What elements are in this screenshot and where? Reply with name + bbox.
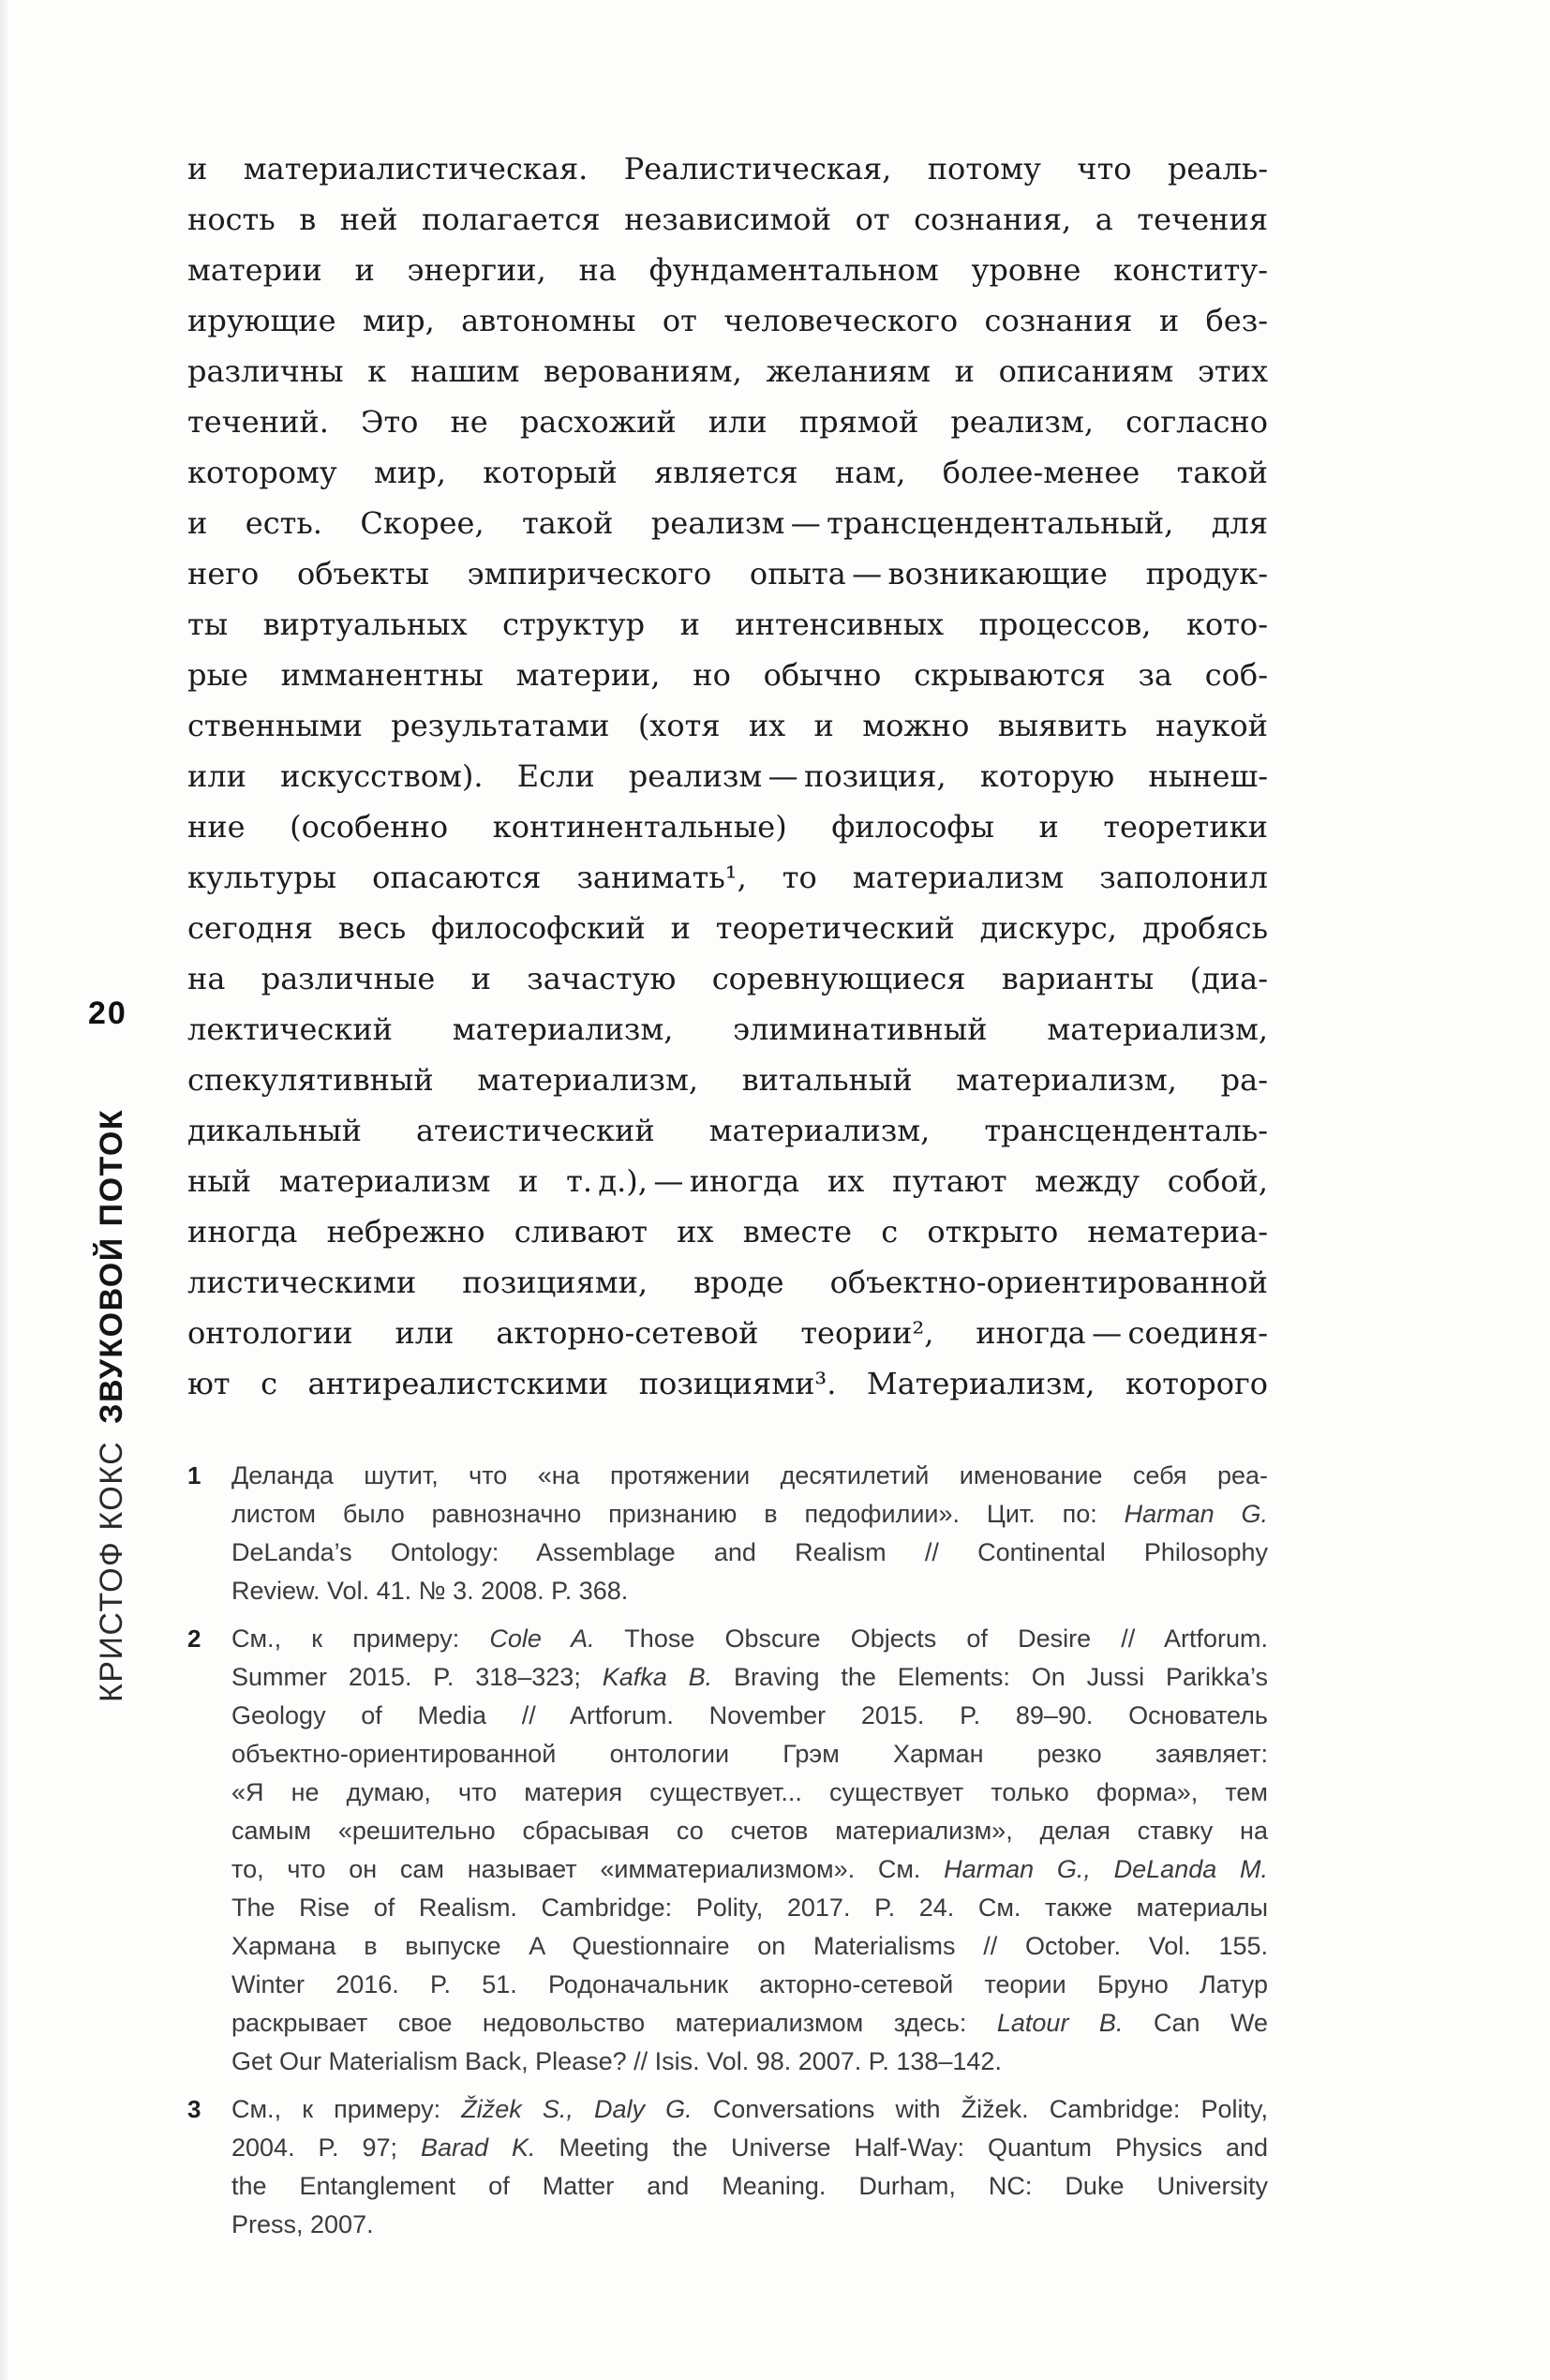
footnote — [187, 1457, 1268, 1610]
footnote-line: Деланда шутит, что «на протяжении десятилетий именование себя реа- — [231, 1461, 1268, 1489]
text-line: иногда небрежно сливают их вместе с открыто нематериа- — [187, 1214, 1268, 1250]
text-line: дикальный атеистический материализм, трансценденталь- — [187, 1113, 1268, 1148]
footnote-body — [231, 1457, 1268, 1610]
text-line: различны к нашим верованиям, желаниям и описаниям этих — [187, 353, 1268, 389]
text-line: на различные и зачастую соревнующиеся варианты (диа- — [187, 961, 1268, 996]
text-line: и материалистическая. Реалистическая, потому что реаль- — [187, 151, 1268, 187]
footnote-line: объектно-ориентированной онтологии Грэм Харман резко заявляет: — [231, 1740, 1268, 1768]
text-line: листическими позициями, вроде объектно-ориентированной — [187, 1265, 1268, 1300]
footnote-line: 2004. P. 97; Barad K. Meeting the Universe Half-Way: Quantum Physics and — [231, 2133, 1269, 2162]
footnote-line: «Я не думаю, что материя существует... существует только форма», тем — [231, 1778, 1268, 1806]
footnote-body — [231, 2090, 1268, 2244]
footnote — [187, 1620, 1268, 2081]
footnote-line: DeLanda’s Ontology: Assemblage and Realism // Continental Philosophy — [231, 1538, 1268, 1566]
text-line: ный материализм и т. д.), — иногда их путают между собой, — [187, 1163, 1268, 1199]
footnote-line: то, что он сам называет «имматериализмом». См. Harman G., DeLanda M. — [231, 1855, 1268, 1883]
text-line: ты виртуальных структур и интенсивных процессов, кото- — [187, 606, 1268, 642]
footnote-line: Winter 2016. P. 51. Родоначальник акторно-сетевой теории Бруно Латур — [231, 1970, 1268, 1998]
footnote-line: Review. Vol. 41. № 3. 2008. P. 368. — [231, 1577, 629, 1605]
footnote-line: Хармана в выпуске A Questionnaire on Materialisms // October. Vol. 155. — [231, 1932, 1268, 1960]
text-line: которому мир, который является нам, более-менее такой — [187, 455, 1268, 490]
text-line: сегодня весь философский и теоретический дискурс, дробясь — [187, 910, 1268, 946]
footnote-line: раскрывает свое недовольство материализмом здесь: Latour B. Can We — [231, 2009, 1268, 2037]
text-line: ние (особенно континентальные) философы и теоретики — [187, 809, 1268, 845]
footnote-line: Get Our Materialism Back, Please? // Isis. Vol. 98. 2007. P. 138–142. — [231, 2047, 1002, 2075]
author-name: КРИСТОФ КОКС — [94, 1440, 129, 1702]
text-line: течений. Это не расхожий или прямой реализм, согласно — [187, 404, 1268, 440]
footnotes-section — [187, 1457, 1268, 2253]
body-text — [187, 143, 1268, 1409]
text-line: материи и энергии, на фундаментальном уровне конститу- — [187, 252, 1268, 288]
footnote-line: См., к примеру: Cole A. Those Obscure Objects of Desire // Artforum. — [231, 1624, 1268, 1653]
footnote-line: the Entanglement of Matter and Meaning. Durham, NC: Duke University — [231, 2172, 1268, 2200]
text-line: и есть. Скорее, такой реализм — трансцендентальный, для — [187, 505, 1268, 541]
footnote-line: Summer 2015. P. 318–323; Kafka B. Braving the Elements: On Jussi Parikka’s — [231, 1663, 1268, 1691]
text-line: него объекты эмпирического опыта — возникающие продук- — [187, 556, 1268, 591]
footnote-line: листом было равнозначно признанию в педофилии». Цит. по: Harman G. — [231, 1500, 1268, 1528]
text-line: онтологии или акторно-сетевой теории², иногда — соединя- — [187, 1315, 1268, 1351]
text-line: спекулятивный материализм, витальный материализм, ра- — [187, 1062, 1268, 1098]
footnote-number: 3 — [187, 2095, 201, 2123]
book-title: ЗВУКОВОЙ ПОТОК — [94, 1108, 129, 1424]
text-line: ственными результатами (хотя их и можно выявить наукой — [187, 708, 1268, 743]
footnote-line: самым «решительно сбрасывая со счетов материализм», делая ставку на — [231, 1817, 1268, 1845]
footnote-line: Geology of Media // Artforum. November 2015. P. 89–90. Основатель — [231, 1701, 1268, 1729]
footnote-number: 2 — [187, 1624, 201, 1653]
text-line: ирующие мир, автономны от человеческого сознания и без- — [187, 303, 1268, 338]
page-number: 20 — [88, 995, 127, 1031]
text-line: рые имманентны материи, но обычно скрываются за соб- — [187, 657, 1268, 693]
footnote-body — [231, 1620, 1268, 2081]
text-line: ность в ней полагается независимой от сознания, а течения — [187, 202, 1268, 237]
running-title-vertical — [94, 1109, 130, 1702]
text-line: культуры опасаются занимать¹, то материализм заполонил — [187, 860, 1268, 895]
text-line: или искусством). Если реализм — позиция, которую нынеш- — [187, 758, 1268, 794]
footnote-line: Press, 2007. — [231, 2210, 374, 2238]
text-line: ют с антиреалистскими позициями³. Материализм, которого — [187, 1366, 1268, 1401]
footnote-number: 1 — [187, 1461, 201, 1489]
footnote-line: The Rise of Realism. Cambridge: Polity, 2017. P. 24. См. также материалы — [231, 1894, 1268, 1922]
footnote-line: См., к примеру: Žižek S., Daly G. Conversations with Žižek. Cambridge: Polity, — [231, 2095, 1268, 2123]
footnote — [187, 2090, 1268, 2244]
text-line: лектический материализм, элиминативный материализм, — [187, 1011, 1268, 1047]
